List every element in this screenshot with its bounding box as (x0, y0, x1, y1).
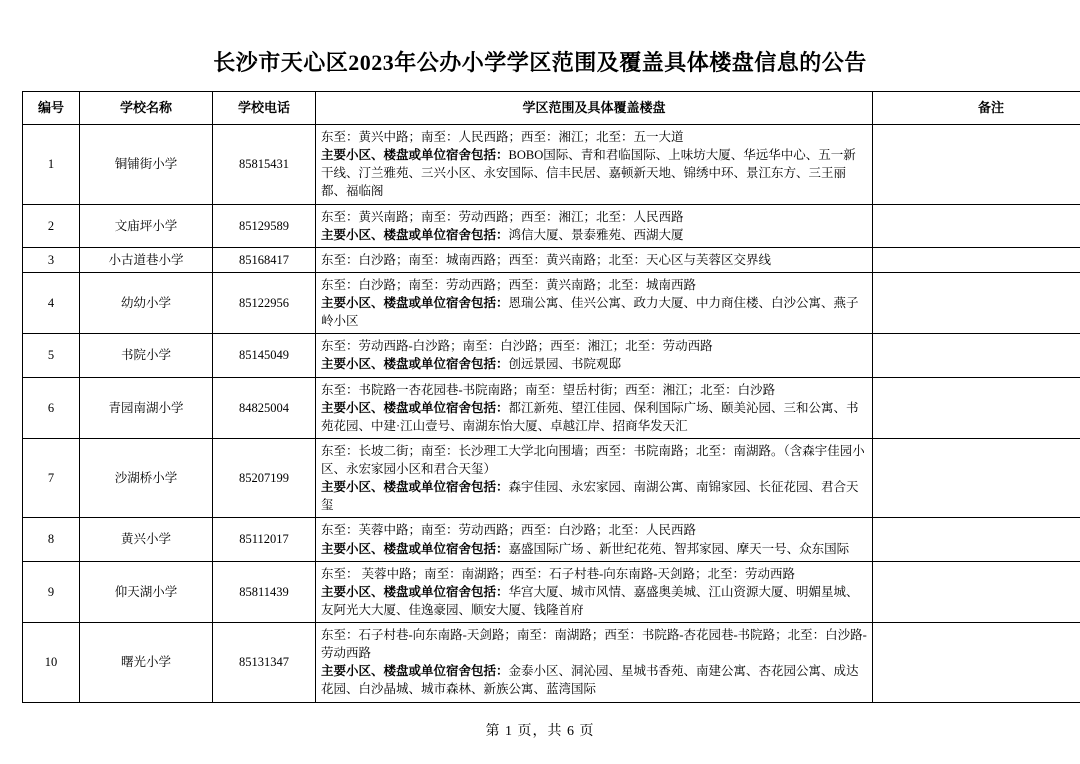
range-estates-label: 主要小区、楼盘或单位宿舍包括： (321, 541, 509, 556)
range-estates-value: BOBO国际、青和君临国际、上味坊大厦、华远华中心、五一新干线、汀兰雅苑、三兴小区、永安国际、信丰民居、嘉顿新天地、锦绣中环、景江东方、三王丽都、福临阁 (321, 148, 856, 199)
cell-school: 书院小学 (80, 334, 213, 377)
column-header-range: 学区范围及具体覆盖楼盘 (316, 92, 873, 125)
cell-no: 2 (23, 204, 80, 247)
cell-school: 仰天湖小学 (80, 561, 213, 622)
cell-school: 黄兴小学 (80, 518, 213, 561)
range-boundary-text: 东至：白沙路；南至：城南西路；西至：黄兴南路；北至：天心区与芙蓉区交界线 (321, 252, 772, 267)
table-row (23, 334, 1080, 377)
range-estates-value: 嘉盛国际广场 、新世纪花苑、智邦家园、摩天一号、众东国际 (508, 541, 850, 556)
cell-school: 小古道巷小学 (80, 247, 213, 272)
range-estates-text (321, 662, 867, 698)
cell-note (873, 377, 1080, 438)
cell-range (316, 334, 873, 377)
column-header-no: 编号 (23, 92, 80, 125)
cell-phone: 84825004 (213, 377, 316, 438)
cell-no: 5 (23, 334, 80, 377)
cell-no: 8 (23, 518, 80, 561)
range-estates-text (321, 294, 867, 330)
cell-phone: 85815431 (213, 125, 316, 205)
range-estates-text (321, 583, 867, 619)
cell-no: 1 (23, 125, 80, 205)
range-estates-text (321, 226, 867, 244)
range-estates-value: 森宇佳园、永宏家园、南湖公寓、南锦家园、长征花园、君合天玺 (321, 480, 859, 513)
range-boundary-text: 东至： 芙蓉中路；南至：南湖路；西至：石子村巷-向东南路-天剑路；北至：劳动西路 (321, 566, 795, 581)
table-row (23, 518, 1080, 561)
range-boundary-text: 东至：长坡二街；南至：长沙理工大学北向围墙；西至：书院南路；北至：南湖路。（含森宇佳园小区、永宏家园小区和君合天玺） (321, 443, 865, 476)
range-boundary-text: 东至：书院路一杏花园巷-书院南路；南至：望岳村街；西至：湘江；北至：白沙路 (321, 382, 776, 397)
range-estates-value: 创远景园、书院观邸 (508, 357, 622, 372)
cell-range (316, 623, 873, 703)
column-header-note: 备注 (873, 92, 1080, 125)
cell-note (873, 518, 1080, 561)
cell-no: 9 (23, 561, 80, 622)
range-estates-label: 主要小区、楼盘或单位宿舍包括： (321, 664, 509, 679)
cell-phone: 85168417 (213, 247, 316, 272)
range-estates-text (321, 146, 867, 200)
cell-range (316, 247, 873, 272)
cell-note (873, 204, 1080, 247)
cell-range (316, 125, 873, 205)
cell-note (873, 125, 1080, 205)
range-boundary-text: 东至：劳动西路-白沙路；南至：白沙路；西至：湘江；北至：劳动西路 (321, 339, 713, 354)
cell-range (316, 561, 873, 622)
table-row (23, 623, 1080, 703)
cell-no: 10 (23, 623, 80, 703)
cell-note (873, 272, 1080, 333)
range-boundary-text: 东至：芙蓉中路；南至：劳动西路；西至：白沙路；北至：人民西路 (321, 523, 697, 538)
range-boundary-text: 东至：黄兴南路；南至：劳动西路；西至：湘江；北至：人民西路 (321, 209, 684, 224)
cell-range (316, 377, 873, 438)
range-boundary-text: 东至：黄兴中路；南至：人民西路；西至：湘江；北至：五一大道 (321, 130, 684, 144)
cell-school: 幼幼小学 (80, 272, 213, 333)
range-estates-text (321, 540, 867, 558)
range-estates-value: 都江新苑、望江佳园、保利国际广场、颐美沁园、三和公寓、书苑花园、中建·江山壹号、南湖东怡大厦、卓越江岸、招商华发天汇 (321, 400, 859, 433)
range-estates-label: 主要小区、楼盘或单位宿舍包括： (321, 148, 509, 163)
range-estates-value: 恩瑞公寓、佳兴公寓、政力大厦、中力商住楼、白沙公寓、燕子岭小区 (321, 296, 859, 329)
range-boundary-text: 东至：石子村巷-向东南路-天剑路；南至：南湖路；西至：书院路-杏花园巷-书院路；北至：白沙路-劳动西路 (321, 628, 867, 661)
table-header (23, 92, 1080, 125)
table-body (23, 125, 1080, 703)
page-footer: 第 1 页，共 6 页 (485, 724, 595, 739)
cell-no: 7 (23, 438, 80, 518)
range-estates-label: 主要小区、楼盘或单位宿舍包括： (321, 400, 509, 415)
cell-range (316, 518, 873, 561)
range-estates-label: 主要小区、楼盘或单位宿舍包括： (321, 357, 509, 372)
cell-phone: 85129589 (213, 204, 316, 247)
range-estates-text (321, 399, 867, 435)
cell-phone: 85112017 (213, 518, 316, 561)
cell-note (873, 334, 1080, 377)
cell-school: 文庙坪小学 (80, 204, 213, 247)
cell-range (316, 204, 873, 247)
cell-no: 4 (23, 272, 80, 333)
column-header-phone: 学校电话 (213, 92, 316, 125)
range-estates-text (321, 478, 867, 514)
cell-phone: 85811439 (213, 561, 316, 622)
range-boundary-text: 东至：白沙路；南至：劳动西路；西至：黄兴南路；北至：城南西路 (321, 277, 697, 292)
range-estates-value: 华宫大厦、城市风情、嘉盛奥美城、江山资源大厦、明媚星城、友阿光大大厦、佳逸豪园、顺安大厦、钱隆首府 (321, 584, 859, 617)
cell-no: 3 (23, 247, 80, 272)
cell-range (316, 438, 873, 518)
range-estates-label: 主要小区、楼盘或单位宿舍包括： (321, 584, 509, 599)
table-row (23, 377, 1080, 438)
cell-phone: 85145049 (213, 334, 316, 377)
page-title: 长沙市天心区2023年公办小学学区范围及覆盖具体楼盘信息的公告 (213, 50, 867, 75)
cell-no: 6 (23, 377, 80, 438)
table-row (23, 247, 1080, 272)
table-row (23, 272, 1080, 333)
cell-phone: 85131347 (213, 623, 316, 703)
school-district-table (22, 91, 1080, 703)
range-estates-text (321, 355, 867, 373)
table-row (23, 125, 1080, 205)
column-header-school: 学校名称 (80, 92, 213, 125)
cell-school: 沙湖桥小学 (80, 438, 213, 518)
cell-note (873, 623, 1080, 703)
cell-note (873, 438, 1080, 518)
cell-phone: 85122956 (213, 272, 316, 333)
range-estates-label: 主要小区、楼盘或单位宿舍包括： (321, 296, 509, 310)
range-estates-value: 金泰小区、洞沁园、星城书香苑、南建公寓、杏花园公寓、成达花园、白沙晶城、城市森林、新族公寓、蓝湾国际 (321, 664, 859, 697)
range-estates-value: 鸿信大厦、景泰雅苑、西湖大厦 (508, 227, 684, 242)
cell-school: 曙光小学 (80, 623, 213, 703)
table-row (23, 204, 1080, 247)
cell-note (873, 561, 1080, 622)
cell-school: 铜铺街小学 (80, 125, 213, 205)
range-estates-label: 主要小区、楼盘或单位宿舍包括： (321, 227, 509, 242)
range-estates-label: 主要小区、楼盘或单位宿舍包括： (321, 480, 509, 495)
table-row (23, 438, 1080, 518)
cell-note (873, 247, 1080, 272)
table-row (23, 561, 1080, 622)
table-header-row (23, 92, 1080, 125)
cell-phone: 85207199 (213, 438, 316, 518)
cell-school: 青园南湖小学 (80, 377, 213, 438)
cell-range (316, 272, 873, 333)
